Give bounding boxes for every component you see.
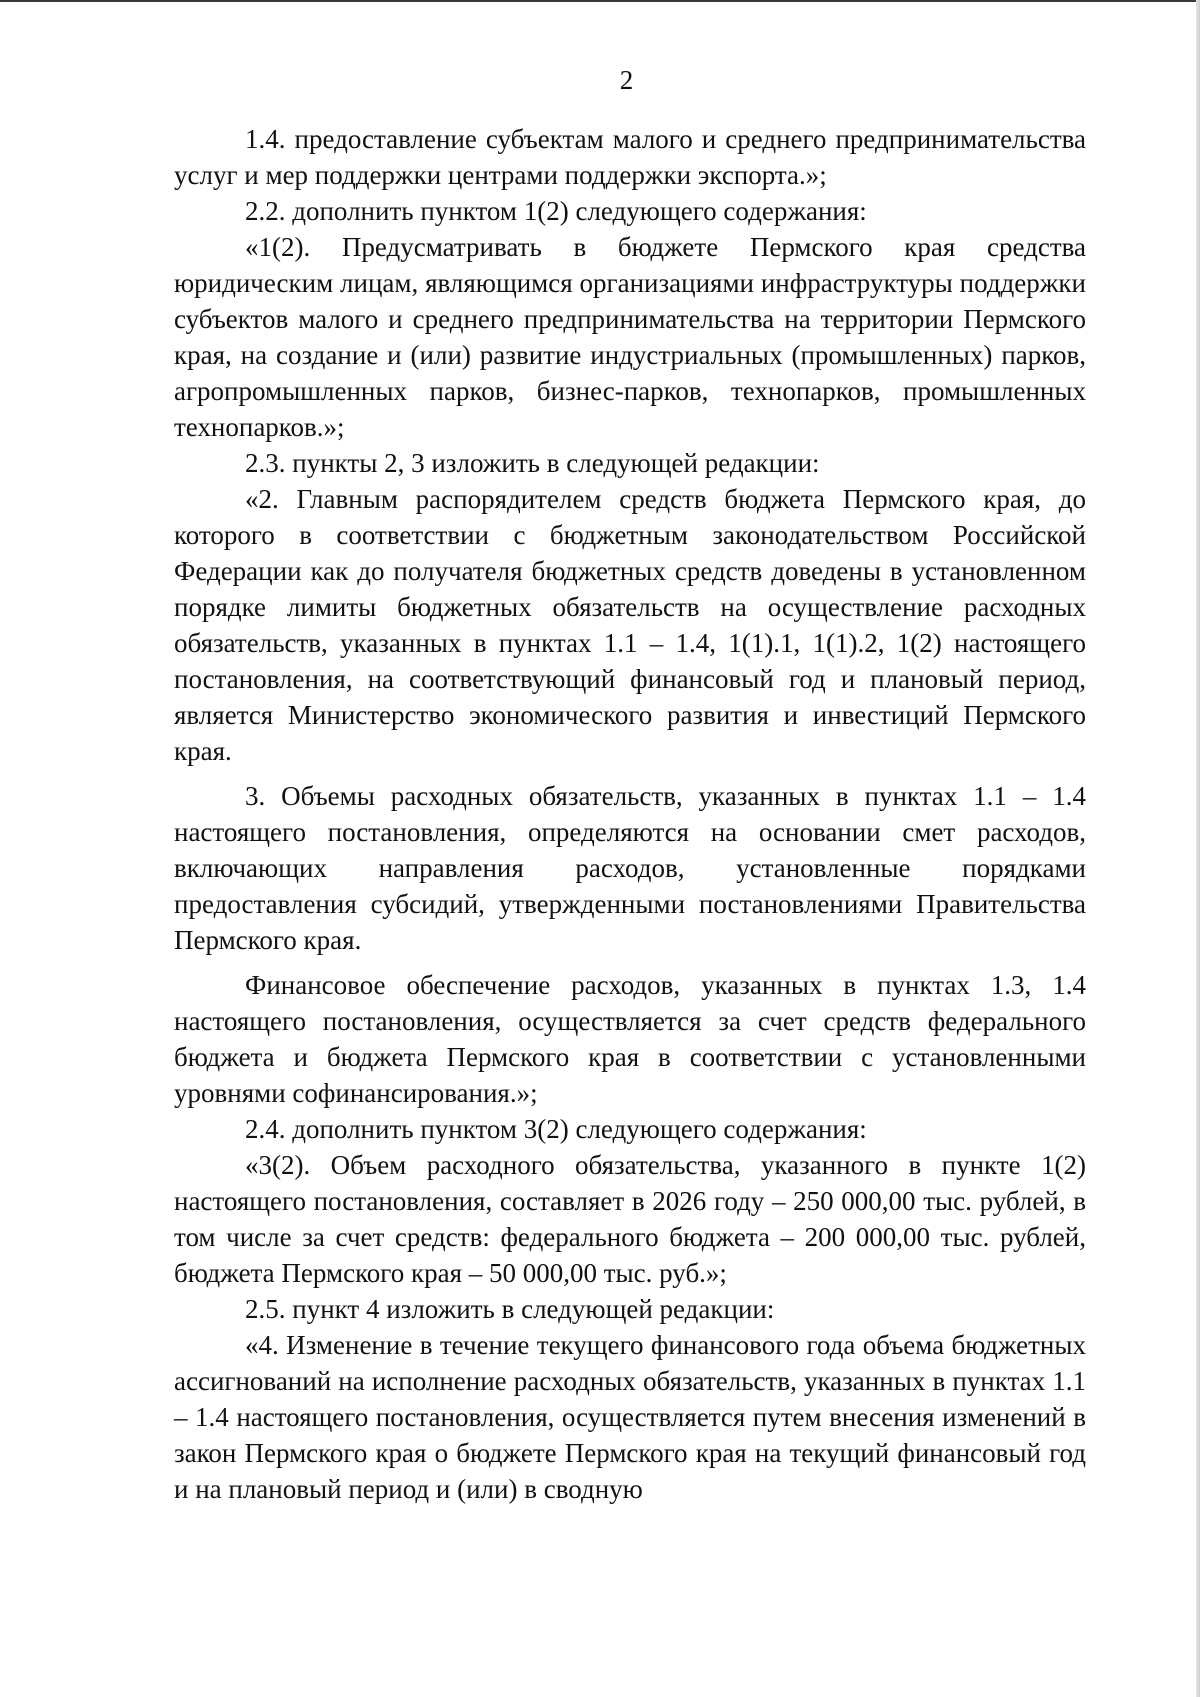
paragraph-3: 3. Объемы расходных обязательств, указанных в пунктах 1.1 – 1.4 настоящего постановления, определяются на основании смет расходов, включающих направления расходов, установленные порядками предоставления субсидий, утвержденными постановлениями Правительства Пермского края.	[174, 781, 1086, 955]
paragraph-1-2-quote: «1(2). Предусматривать в бюджете Пермского края средства юридическим лицам, являющимся организациями инфраструктуры поддержки субъектов малого и среднего предпринимательства на территории Пермского края, на создание и (или) развитие индустриальных (промышленных) парков, агропромышленных парков, бизнес-парков, технопарков, промышленных технопарков.»;	[174, 232, 1086, 442]
paragraph-2-3: 2.3. пункты 2, 3 изложить в следующей редакции:	[245, 448, 820, 478]
paragraph-2-5: 2.5. пункт 4 изложить в следующей редакции:	[245, 1294, 775, 1324]
paragraph-3-2-quote: «3(2). Объем расходного обязательства, указанного в пункте 1(2) настоящего постановления, составляет в 2026 году – 250 000,00 тыс. рублей, в том числе за счет средств: федерального бюджета – 200 000,00 тыс. рублей, бюджета Пермского края – 50 000,00 тыс. руб.»;	[174, 1150, 1086, 1288]
document-body	[174, 121, 1086, 1507]
paragraph-financing: Финансовое обеспечение расходов, указанных в пунктах 1.3, 1.4 настоящего постановления, осуществляется за счет средств федерального бюджета и бюджета Пермского края в соответствии с установленными уровнями софинансирования.»;	[174, 970, 1086, 1108]
scan-right-edge	[1196, 0, 1200, 1697]
paragraph-2-quote: «2. Главным распорядителем средств бюджета Пермского края, до которого в соответствии с бюджетным законодательством Российской Федерации как до получателя бюджетных средств доведены в установленном порядке лимиты бюджетных обязательств на осуществление расходных обязательств, указанных в пунктах 1.1 – 1.4, 1(1).1, 1(1).2, 1(2) настоящего постановления, на соответствующий финансовый год и плановый период, является Министерство экономического развития и инвестиций Пермского края.	[174, 484, 1086, 766]
paragraph-1-4: 1.4. предоставление субъектам малого и среднего предпринимательства услуг и мер поддержки центрами поддержки экспорта.»;	[174, 124, 1086, 190]
page-number: 2	[619, 65, 634, 95]
paragraph-2-2: 2.2. дополнить пунктом 1(2) следующего содержания:	[245, 196, 867, 226]
paragraph-4-quote: «4. Изменение в течение текущего финансового года объема бюджетных ассигнований на исполнение расходных обязательств, указанных в пунктах 1.1 – 1.4 настоящего постановления, осуществляется путем внесения изменений в закон Пермского края о бюджете Пермского края на текущий финансовый год и на плановый период и (или) в сводную	[174, 1330, 1086, 1504]
scan-top-edge	[0, 0, 1200, 2]
paragraph-2-4: 2.4. дополнить пунктом 3(2) следующего содержания:	[245, 1114, 867, 1144]
